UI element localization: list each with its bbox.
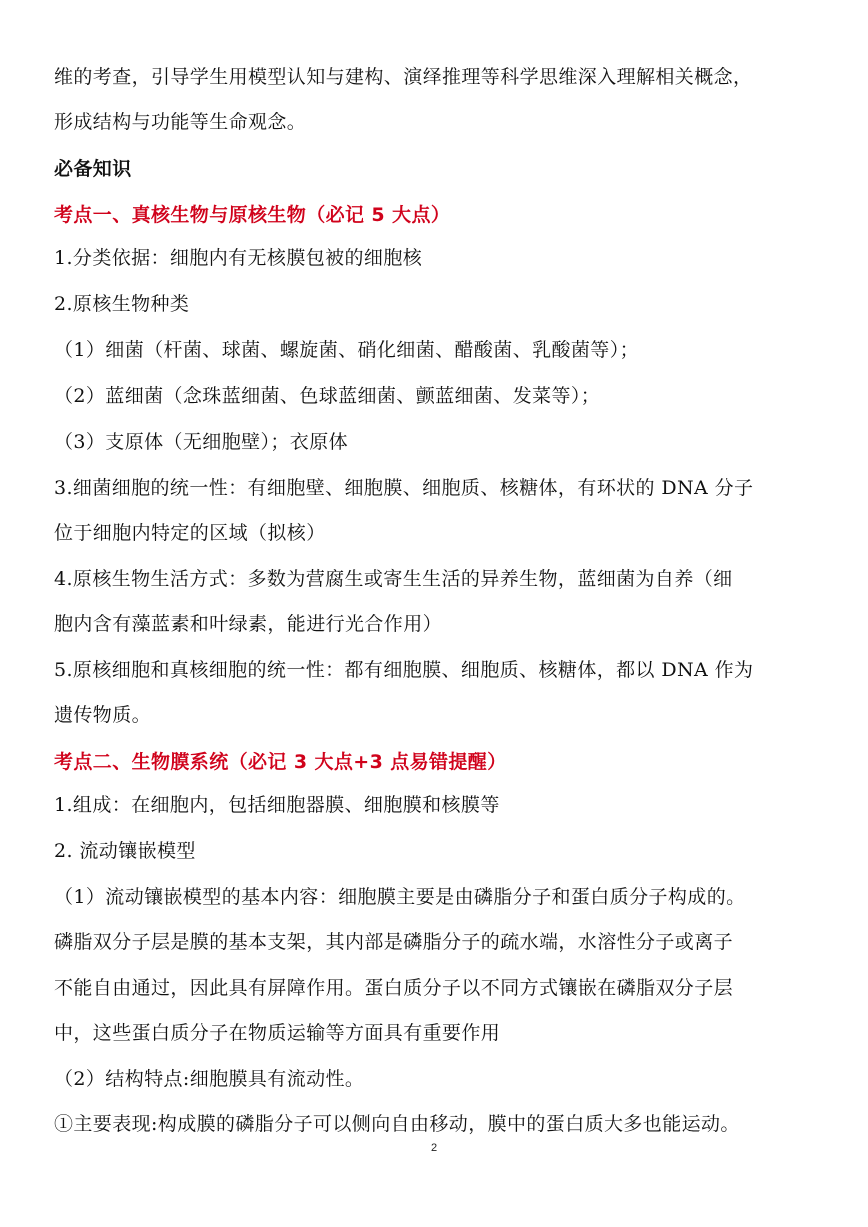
section-heading-required-knowledge: 必备知识	[54, 158, 132, 180]
paragraph-line: 2. 流动镶嵌模型	[54, 840, 196, 862]
paragraph-line: 2.原核生物种类	[54, 293, 190, 315]
paragraph-line: 4.原核生物生活方式：多数为营腐生或寄生生活的异养生物，蓝细菌为自养（细	[54, 568, 733, 590]
paragraph-line: 维的考查，引导学生用模型认知与建构、演绎推理等科学思维深入理解相关概念，	[54, 66, 753, 88]
topic-heading-1: 考点一、真核生物与原核生物（必记 5 大点）	[54, 204, 451, 226]
list-item: （1）细菌（杆菌、球菌、螺旋菌、硝化细菌、醋酸菌、乳酸菌等）；	[54, 339, 639, 361]
paragraph-line: 形成结构与功能等生命观念。	[54, 111, 307, 133]
page-number: 2	[430, 1142, 438, 1154]
paragraph-line: 磷脂双分子层是膜的基本支架，其内部是磷脂分子的疏水端，水溶性分子或离子	[54, 931, 734, 953]
paragraph-line: 不能自由通过，因此具有屏障作用。蛋白质分子以不同方式镶嵌在磷脂双分子层	[54, 977, 734, 999]
paragraph-line: （2）结构特点:细胞膜具有流动性。	[54, 1068, 365, 1090]
paragraph-line: 胞内含有藻蓝素和叶绿素，能进行光合作用）	[54, 613, 443, 635]
paragraph-line: ①主要表现:构成膜的磷脂分子可以侧向自由移动，膜中的蛋白质大多也能运动。	[54, 1113, 740, 1135]
paragraph-line: （1）流动镶嵌模型的基本内容：细胞膜主要是由磷脂分子和蛋白质分子构成的。	[54, 886, 746, 908]
paragraph-line: 3.细菌细胞的统一性：有细胞壁、细胞膜、细胞质、核糖体，有环状的 DNA 分子	[54, 477, 754, 499]
list-item: （2）蓝细菌（念珠蓝细菌、色球蓝细菌、颤蓝细菌、发菜等）；	[54, 385, 601, 407]
paragraph-line: 1.分类依据：细胞内有无核膜包被的细胞核	[54, 247, 423, 269]
paragraph-line: 5.原核细胞和真核细胞的统一性：都有细胞膜、细胞质、核糖体，都以 DNA 作为	[54, 659, 754, 681]
list-item: （3）支原体（无细胞壁）；衣原体	[54, 431, 348, 453]
paragraph-line: 位于细胞内特定的区域（拟核）	[54, 522, 326, 544]
paragraph-line: 遗传物质。	[54, 704, 152, 726]
paragraph-line: 中，这些蛋白质分子在物质运输等方面具有重要作用	[54, 1022, 501, 1044]
paragraph-line: 1.组成：在细胞内，包括细胞器膜、细胞膜和核膜等	[54, 794, 500, 816]
topic-heading-2: 考点二、生物膜系统（必记 3 大点+3 点易错提醒）	[54, 751, 507, 773]
